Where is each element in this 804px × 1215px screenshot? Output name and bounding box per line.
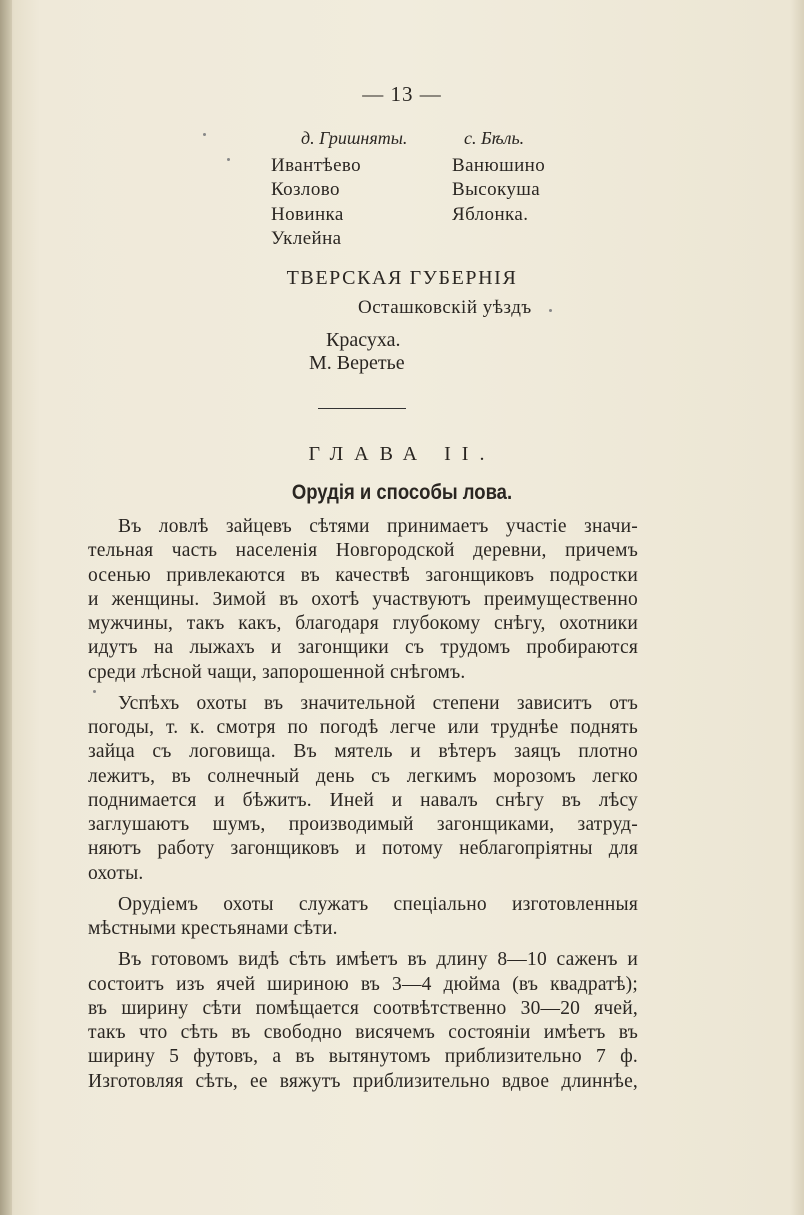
section-divider	[318, 408, 406, 409]
text-line: въ ширину сѣти помѣщается соотвѣтственно 30—20 ячей,	[88, 997, 638, 1019]
text-line: лежитъ, въ солнечный день съ легкимъ морозомъ легко	[88, 765, 638, 787]
ink-speck	[549, 309, 552, 312]
uezd-village: Красуха.	[326, 329, 401, 351]
paragraph	[88, 948, 638, 1094]
text-line: мѣстными крестьянами сѣти.	[88, 918, 338, 939]
text-line: няютъ работу загонщиковъ и потому неблагопріятны для	[88, 838, 638, 860]
page-number: — 13 —	[362, 82, 442, 106]
village-name: Высокуша	[452, 179, 541, 200]
village-list-left-header: д. Гришняты.	[301, 128, 408, 148]
text-line: состоитъ изъ ячей шириною въ 3—4 дюйма (въ квадратѣ);	[88, 973, 638, 995]
text-line: такъ что сѣть въ свободно висячемъ состояніи имѣетъ въ	[88, 1022, 638, 1043]
ink-speck	[93, 690, 96, 693]
paragraph	[88, 893, 638, 942]
text-line: осенью привлекаются въ качествѣ загонщиковъ подростки	[88, 564, 638, 586]
paragraph	[88, 515, 638, 685]
text-line: Изготовляя сѣть, ее вяжутъ приблизительно вдвое длиннѣе,	[88, 1070, 638, 1092]
chapter-title: Орудія и способы лова.	[291, 481, 513, 504]
text-line: ширину 5 футовъ, а въ вытянутомъ приблизительно 7 ф.	[88, 1046, 638, 1068]
body-text	[88, 515, 638, 1094]
text-line: среди лѣсной чащи, запорошенной снѣгомъ.	[88, 661, 466, 683]
text-line: охоты.	[88, 862, 144, 884]
page-binding-edge	[0, 0, 12, 1215]
text-line: тельная часть населенія Новгородской деревни, причемъ	[88, 540, 638, 562]
text-line: заглушаютъ шумъ, производимый загонщиками, затруд-	[88, 814, 638, 835]
ink-speck	[227, 158, 230, 161]
ink-speck	[203, 133, 206, 136]
village-name: Яблонка.	[452, 203, 529, 225]
text-line: Въ готовомъ видѣ сѣть имѣетъ въ длину 8—10 саженъ и	[118, 949, 638, 971]
gubernia-heading: ТВЕРСКАЯ ГУБЕРНІЯ	[286, 267, 518, 289]
uezd-heading: Осташковскій уѣздъ	[358, 297, 532, 318]
village-name: Ивантѣево	[271, 154, 362, 176]
chapter-heading: ГЛАВА II.	[308, 443, 496, 465]
text-line: Орудіемъ охоты служатъ спеціально изготовленныя	[118, 893, 638, 915]
text-line: и женщины. Зимой въ охотѣ участвуютъ преимущественно	[88, 588, 638, 610]
village-name: Ванюшино	[452, 154, 546, 176]
uezd-village: М. Веретье	[309, 352, 405, 374]
text-line: Успѣхъ охоты въ значительной степени зависитъ отъ	[118, 692, 638, 714]
village-name: Козлово	[271, 179, 340, 200]
text-line: мужчины, такъ какъ, благодаря глубокому снѣгу, охотники	[88, 613, 638, 634]
text-line: поднимается и бѣжитъ. Иней и навалъ снѣгу въ лѣсу	[88, 789, 638, 811]
village-list-left	[271, 126, 407, 252]
text-line: зайца съ логовища. Въ мятель и вѣтеръ заяцъ плотно	[88, 741, 638, 763]
village-name: Новинка	[271, 203, 344, 225]
text-line: Въ ловлѣ зайцевъ сѣтями принимаетъ участіе значи-	[118, 516, 638, 537]
village-list-right-header: с. Бѣль.	[464, 128, 525, 148]
village-name: Уклейна	[271, 228, 342, 249]
village-list-right	[452, 126, 545, 227]
text-line: погоды, т. к. смотря по погодѣ легче или труднѣе поднять	[88, 717, 638, 738]
text-line: идутъ на лыжахъ и загонщики съ трудомъ пробираются	[88, 637, 638, 659]
paragraph	[88, 692, 638, 886]
